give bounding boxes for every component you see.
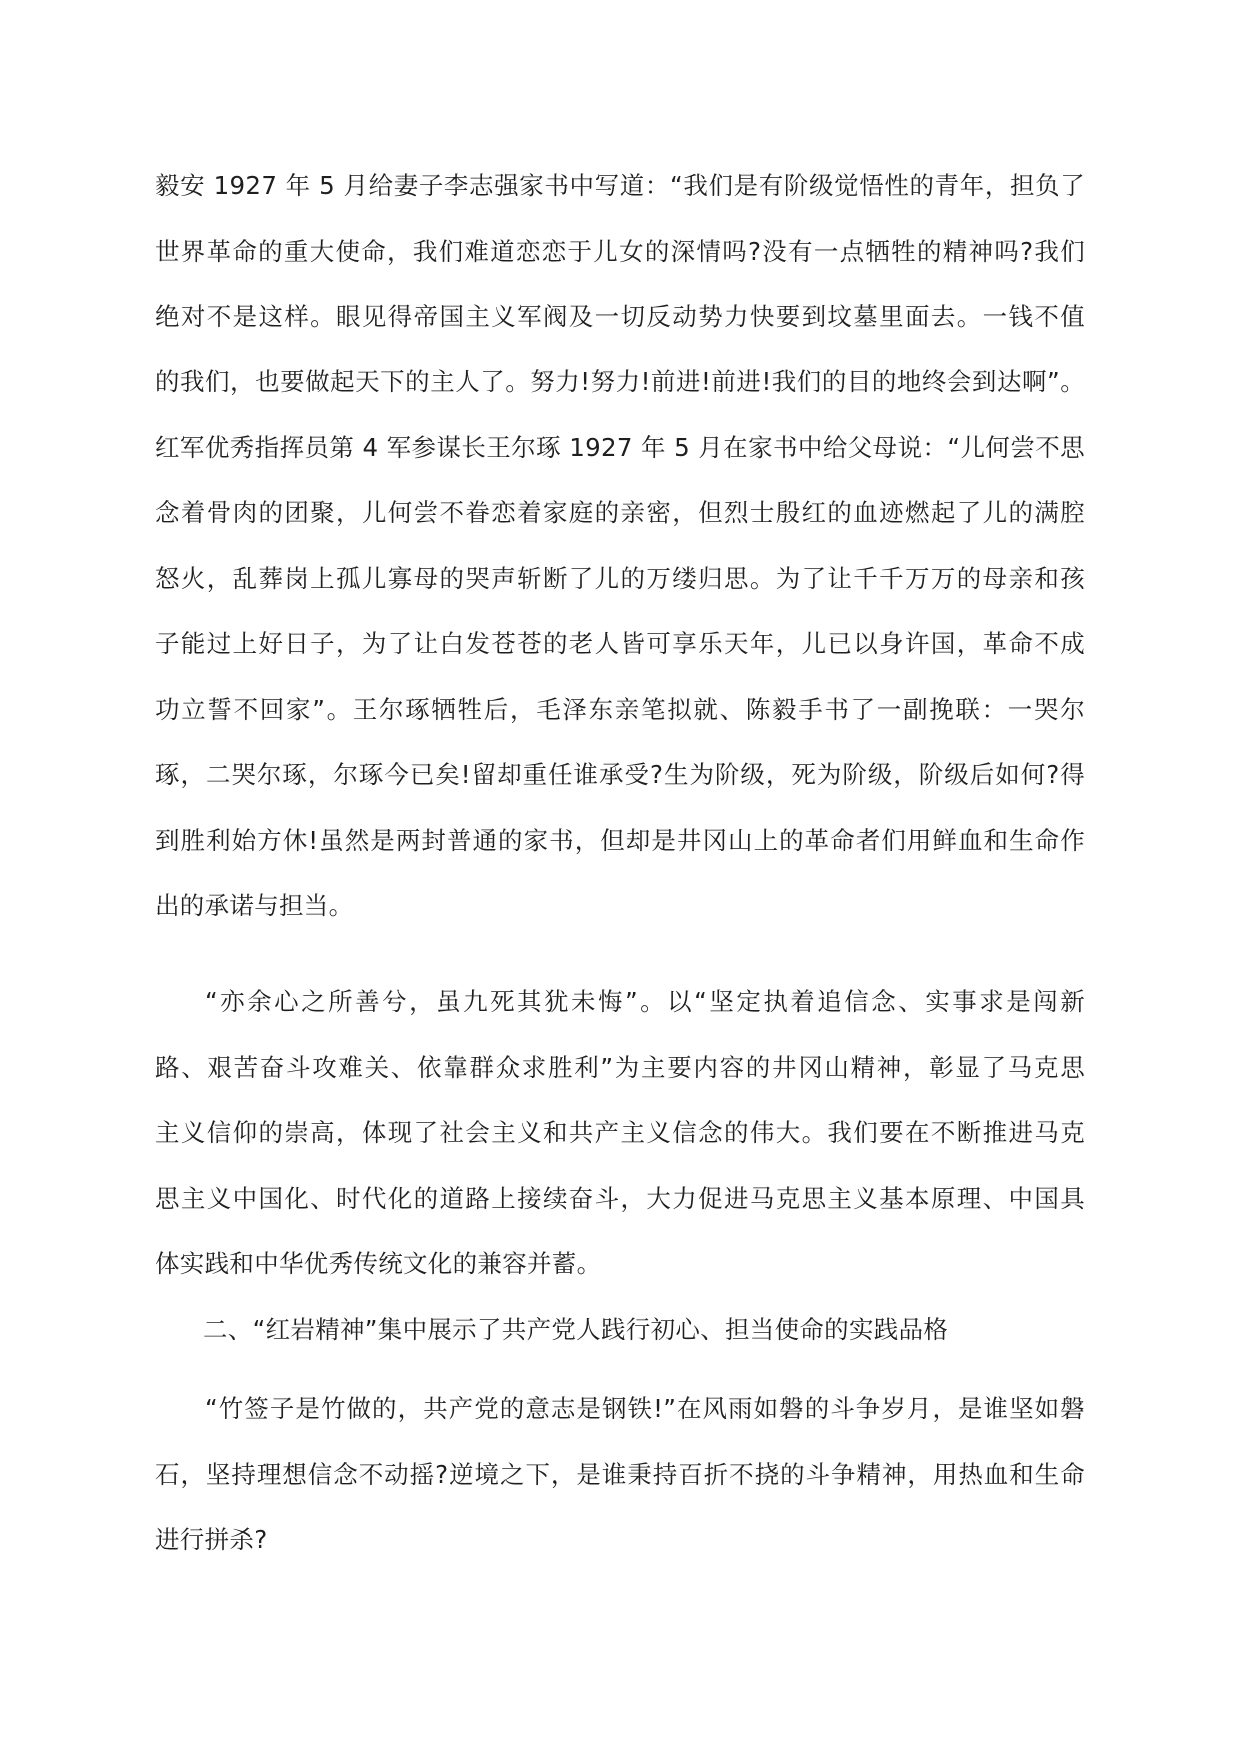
body-text-line: 琢，二哭尔琢，尔琢今已矣!留却重任谁承受?生为阶级，死为阶级，阶级后如何?得 [155, 760, 1085, 789]
body-text-line: 进行拼杀? [155, 1525, 268, 1554]
body-text-line: 石，坚持理想信念不动摇?逆境之下，是谁秉持百折不挠的斗争精神，用热血和生命 [155, 1460, 1085, 1489]
body-text-line: 路、艰苦奋斗攻难关、依靠群众求胜利”为主要内容的井冈山精神，彰显了马克思 [155, 1053, 1085, 1082]
body-text-line: 的我们，也要做起天下的主人了。努力!努力!前进!前进!我们的目的地终会到达啊”。 [155, 367, 1085, 396]
section-heading: 二、“红岩精神”集中展示了共产党人践行初心、担当使命的实践品格 [203, 1315, 949, 1344]
body-text-line: 红军优秀指挥员第 4 军参谋长王尔琢 1927 年 5 月在家书中给父母说：“儿何尝不思 [155, 433, 1085, 462]
body-text-line: 绝对不是这样。眼见得帝国主义军阀及一切反动势力快要到坟墓里面去。一钱不值 [155, 302, 1085, 331]
body-text-line: 念着骨肉的团聚，儿何尝不眷恋着家庭的亲密，但烈士殷红的血迹燃起了儿的满腔 [155, 498, 1085, 527]
body-text-line: 子能过上好日子，为了让白发苍苍的老人皆可享乐天年，儿已以身许国，革命不成 [155, 629, 1085, 658]
paragraph-first-line: “竹签子是竹做的，共产党的意志是钢铁!”在风雨如磐的斗争岁月，是谁坚如磐 [205, 1394, 1085, 1423]
body-text-line: 到胜利始方休!虽然是两封普通的家书，但却是井冈山上的革命者们用鲜血和生命作 [155, 826, 1085, 855]
body-text-line: 体实践和中华优秀传统文化的兼容并蓄。 [155, 1249, 602, 1278]
body-text-line: 功立誓不回家”。王尔琢牺牲后，毛泽东亲笔拟就、陈毅手书了一副挽联：一哭尔 [155, 695, 1085, 724]
body-text-line: 毅安 1927 年 5 月给妻子李志强家书中写道：“我们是有阶级觉悟性的青年，担负了 [155, 171, 1085, 200]
paragraph-first-line: “亦余心之所善兮，虽九死其犹未悔”。以“坚定执着追信念、实事求是闯新 [205, 987, 1085, 1016]
body-text-line: 思主义中国化、时代化的道路上接续奋斗，大力促进马克思主义基本原理、中国具 [155, 1184, 1085, 1213]
body-text-line: 出的承诺与担当。 [155, 891, 354, 920]
body-text-line: 怒火，乱葬岗上孤儿寡母的哭声斩断了儿的万缕归思。为了让千千万万的母亲和孩 [155, 564, 1085, 593]
body-text-line: 世界革命的重大使命，我们难道恋恋于儿女的深情吗?没有一点牺牲的精神吗?我们 [155, 237, 1085, 266]
body-text-line: 主义信仰的崇高，体现了社会主义和共产主义信念的伟大。我们要在不断推进马克 [155, 1118, 1085, 1147]
